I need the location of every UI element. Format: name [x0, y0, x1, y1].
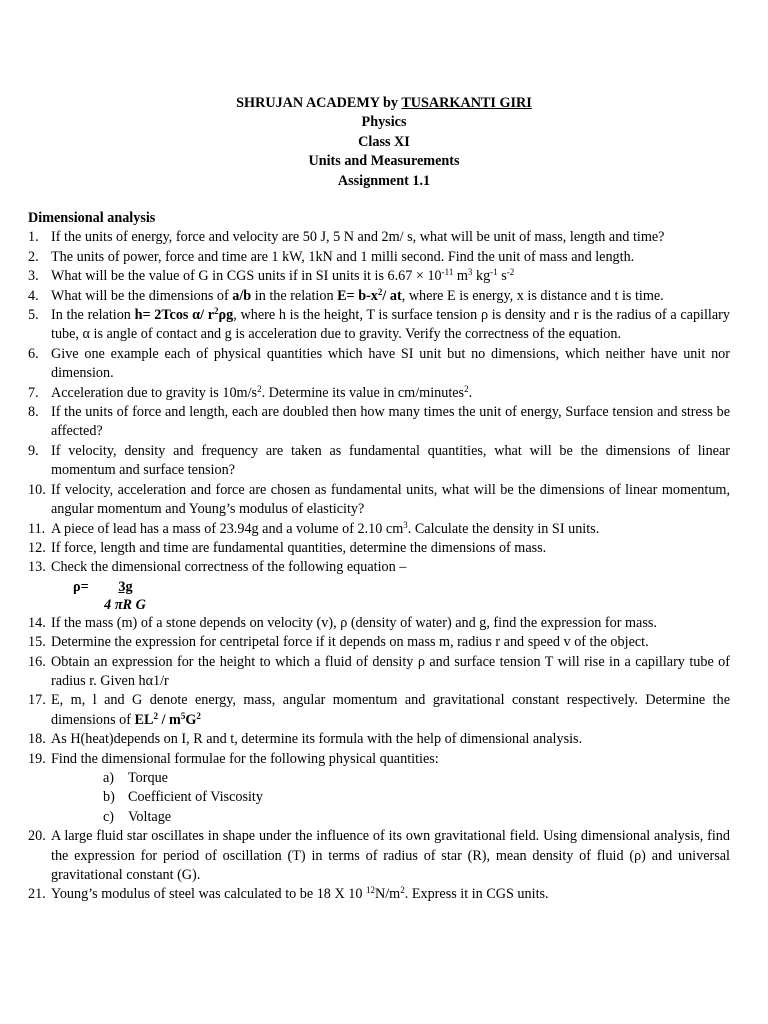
- question-18: 18. As H(heat)depends on I, R and t, determine its formula with the help of dimensional analysis.: [28, 731, 583, 748]
- question-13: 13. Check the dimensional correctness of the following equation –: [28, 559, 407, 576]
- sub-item-c: c) Voltage: [103, 808, 172, 825]
- question-5: 5. In the relation h= 2Tcos α/ $r^2\rho g$, where h is the height, T is surface tension ρ is density and r is the radius of a capillary tube, α is angle of contact and g is acceleration due to gravity. Verify the correctness of the equation.: [28, 306, 730, 343]
- subject-title: Physics: [361, 114, 407, 131]
- question-16: 16. Obtain an expression for the height to which a fluid of density ρ and surface tension T will rise in a capillary tube of radius r. Given hα1/r: [28, 653, 730, 689]
- formula-denominator: 4 πR G: [104, 596, 146, 613]
- document-header: [0, 94, 768, 191]
- sub-item-b: b) Coefficient of Viscosity: [103, 789, 263, 806]
- author-name: TUSARKANTI GIRI: [401, 95, 532, 111]
- academy-title: SHRUJAN ACADEMY by TUSARKANTI GIRI: [236, 95, 532, 111]
- question-3: 3. What will be the value of G in CGS units if in SI units it is $6.67 \times 10^{-11}$ $m^3$ $kg^{-1}$ $s^{-2}$: [28, 267, 515, 285]
- assignment-title: Assignment 1.1: [337, 172, 431, 189]
- formula-numerator: 3g: [118, 578, 133, 595]
- section-title: Dimensional analysis: [28, 210, 156, 226]
- chapter-title: Units and Measurements: [308, 153, 460, 170]
- question-2: 2. The units of power, force and time are 1 kW, 1kN and 1 milli second. Find the unit of mass and length.: [28, 248, 635, 265]
- question-19: 19. Find the dimensional formulae for the following physical quantities:: [28, 750, 439, 767]
- question-1: 1. If the units of energy, force and velocity are 50 J, 5 N and 2m/ s, what will be unit of mass, length and time?: [28, 229, 665, 246]
- question-7: 7. Acceleration due to gravity is $10m/s^2$. Determine its value in cm/minutes$^2$.: [28, 383, 473, 401]
- question-15: 15. Determine the expression for centripetal force if it depends on mass m, radius r and speed v of the object.: [28, 634, 649, 651]
- question-20: 20. A large fluid star oscillates in shape under the influence of its own gravitational field. Using dimensional analysis, find the expression for period of oscillation (T) in terms of radius of star (R), mean density of fluid (ρ) and universal gravitational constant (G).: [28, 828, 730, 883]
- density-formula: [73, 578, 730, 614]
- question-14: 14. If the mass (m) of a stone depends on velocity (v), ρ (density of water) and g, find the expression for mass.: [28, 614, 657, 631]
- question-12: 12. If force, length and time are fundamental quantities, determine the dimensions of mass.: [28, 539, 547, 556]
- class-title: Class XI: [358, 133, 410, 150]
- question-8: 8. If the units of force and length, each are doubled then how many times the unit of energy, Surface tension and stress be affected?: [28, 404, 730, 440]
- question-4: 4. What will be the dimensions of a/b in the relation $E= b-x^2/$ at, where E is energy, x is distance and t is time.: [28, 286, 664, 304]
- question-11: 11. A piece of lead has a mass of 23.94g and a volume of 2.10 $cm^3$. Calculate the density in SI units.: [28, 519, 600, 537]
- question-9: 9. If velocity, density and frequency are taken as fundamental quantities, what will be the dimensions of linear momentum and surface tension?: [28, 442, 730, 479]
- question-list: [28, 209, 730, 905]
- question-6: 6. Give one example each of physical quantities which have SI unit but no dimensions, which neither have unit nor dimension.: [28, 345, 730, 382]
- formula-lhs: ρ=: [73, 578, 89, 595]
- question-10: 10. If velocity, acceleration and force are chosen as fundamental units, what will be the dimensions of linear momentum, angular momentum and Young’s modulus of elasticity?: [28, 481, 730, 518]
- sub-item-a: a) Torque: [103, 769, 168, 786]
- question-17: 17. E, m, l and G denote energy, mass, angular momentum and gravitational constant respectively. Determine the dimensions of $EL^2 / m^5G^2$: [28, 692, 730, 728]
- question-21: 21. Young’s modulus of steel was calculated to be 18 X 10 $^{12}N/m^2$. Express it in CGS units.: [28, 885, 549, 903]
